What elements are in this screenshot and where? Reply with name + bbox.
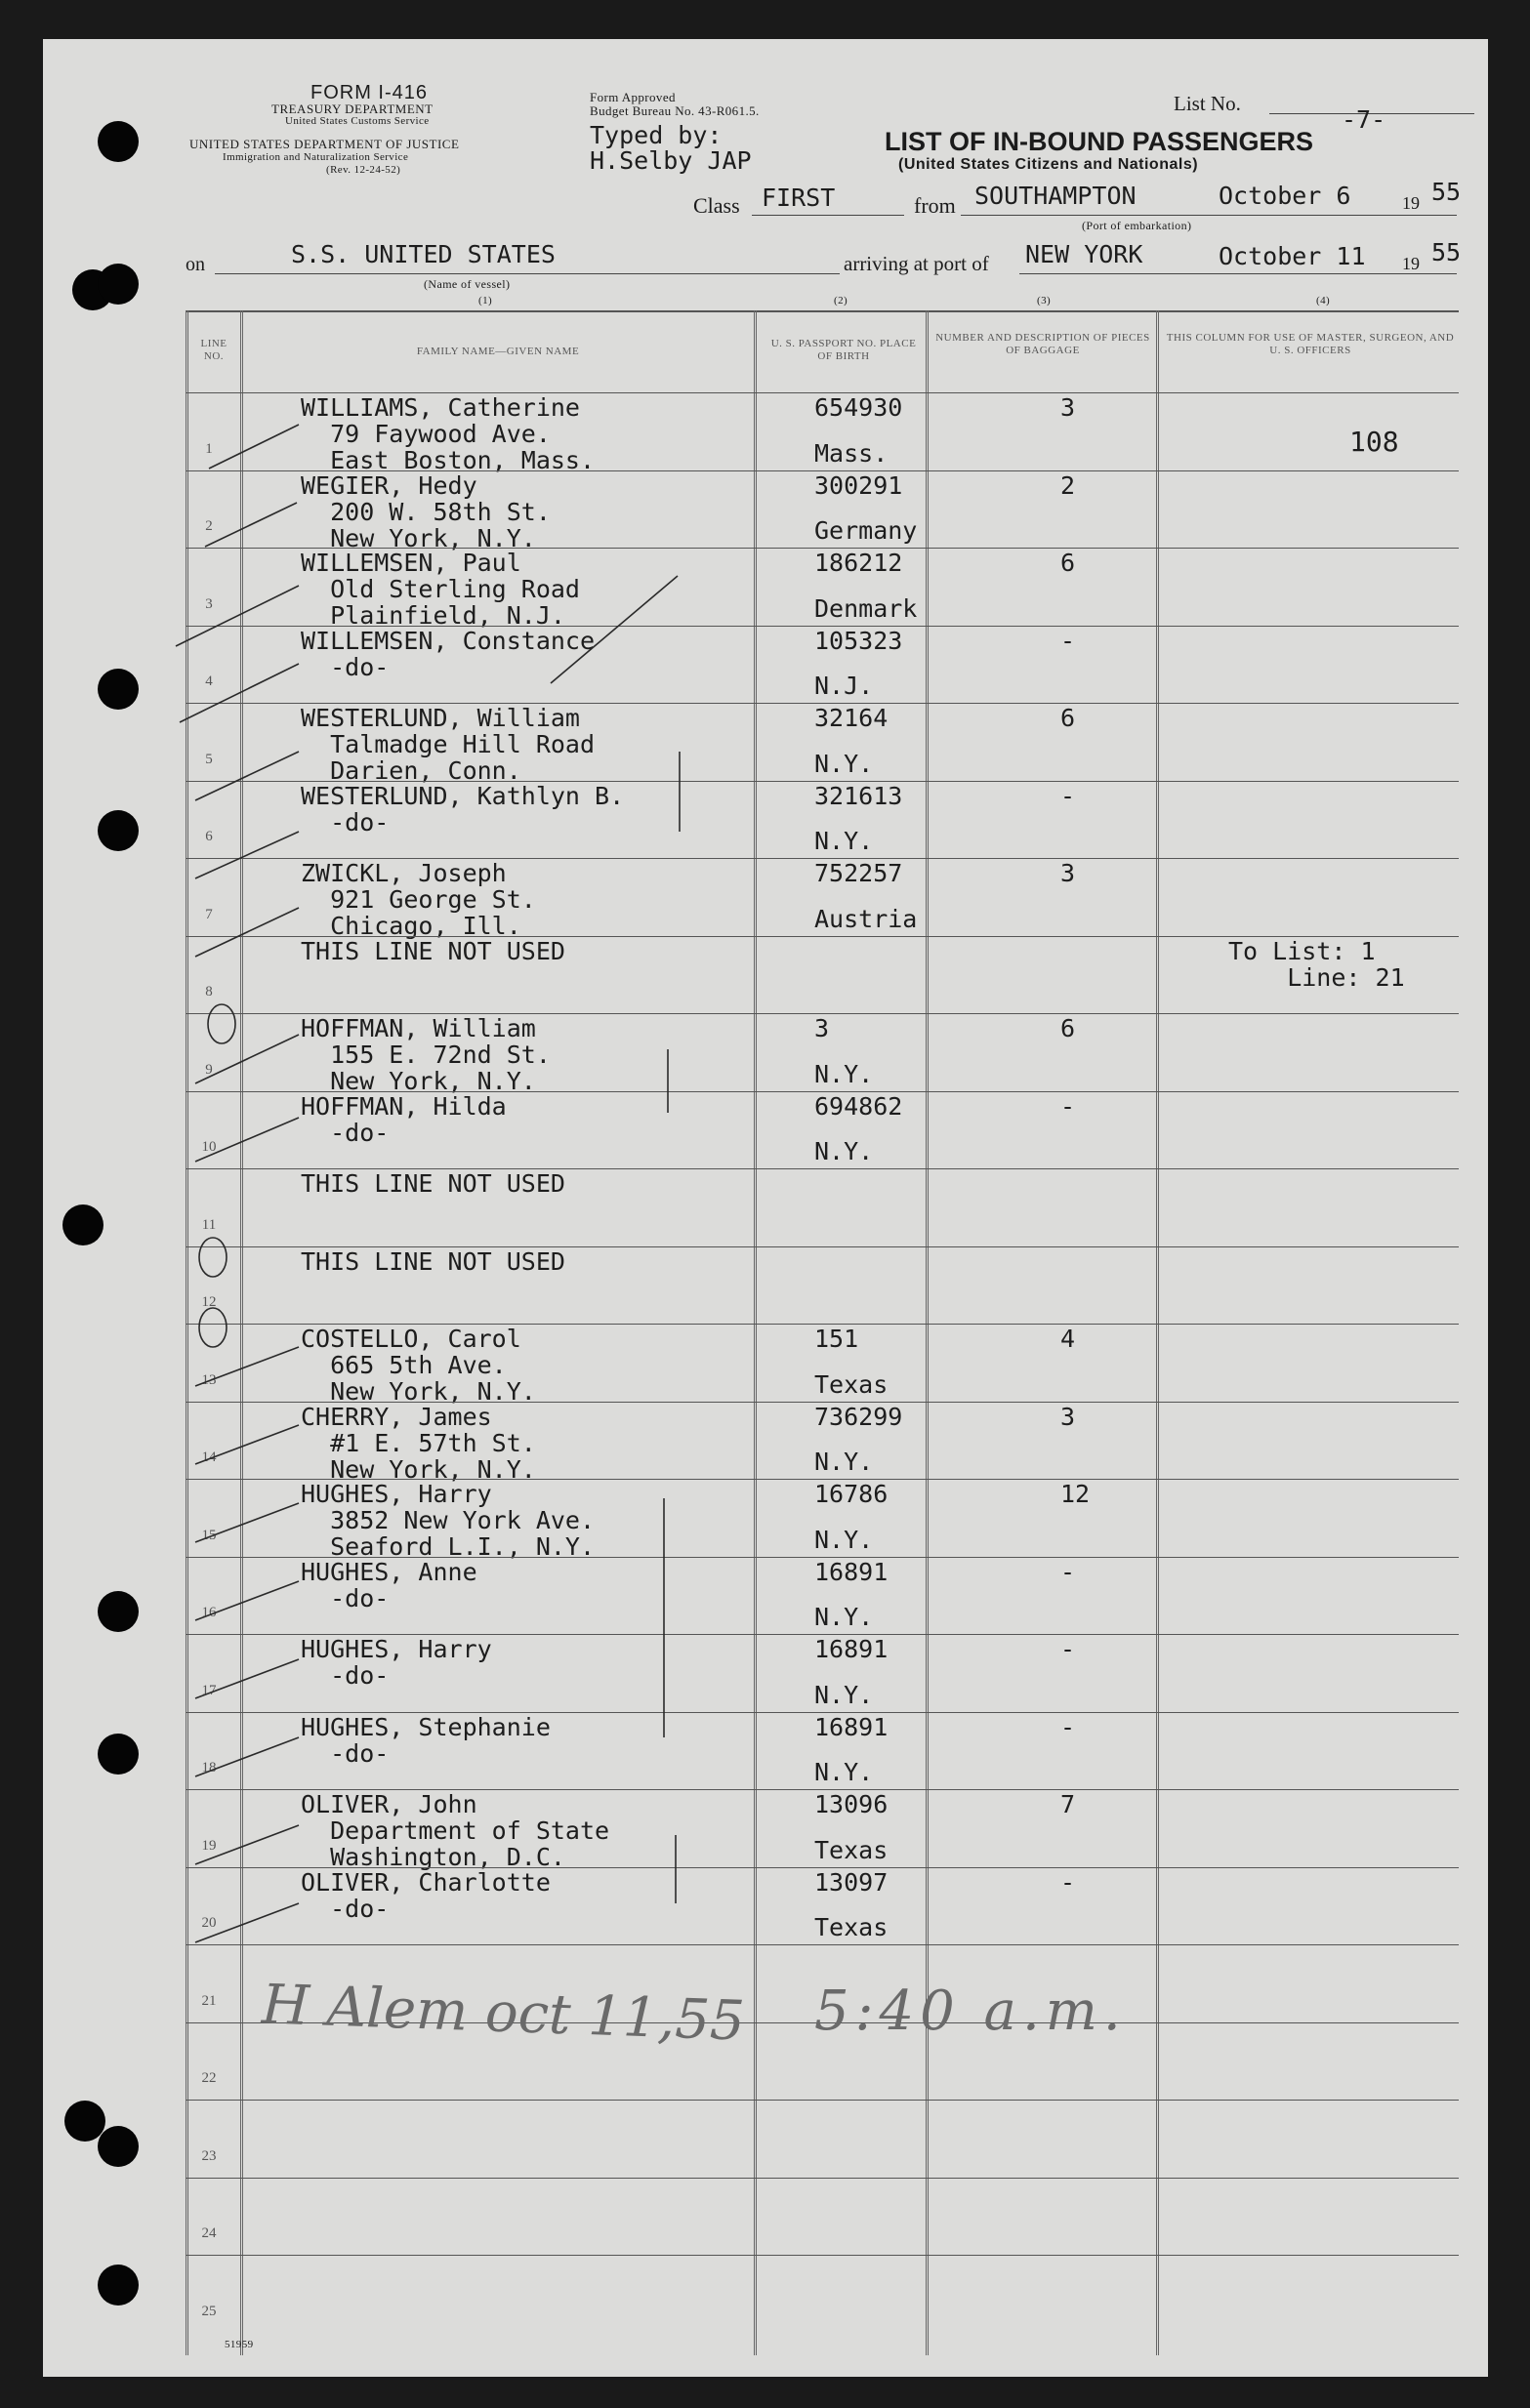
baggage-count: 6 [1060, 549, 1076, 577]
place-of-birth: N.Y. [814, 1137, 874, 1165]
table-row [186, 1712, 1459, 1790]
baggage-count: - [1060, 1557, 1076, 1586]
place-of-birth: Austria [814, 904, 918, 933]
table-row [186, 470, 1459, 552]
passenger-name: THIS LINE NOT USED [301, 1169, 565, 1198]
table-row [186, 1557, 1459, 1635]
passport-number: 151 [814, 1325, 859, 1353]
col-number-1: (1) [478, 295, 493, 306]
footer-code: 51959 [225, 2339, 254, 2350]
place-of-birth: N.Y. [814, 749, 874, 778]
passenger-name: WILLEMSEN, Paul Old Sterling Road Plainfield, N.J. [301, 549, 580, 630]
passport-number: 752257 [814, 859, 903, 887]
passenger-name: OLIVER, Charlotte -do- [301, 1867, 551, 1923]
passenger-name: ZWICKL, Joseph 921 George St. Chicago, Ill. [301, 859, 536, 940]
table-row [186, 2255, 1459, 2333]
col-head-passport: U. S. PASSPORT NO. PLACE OF BIRTH [770, 338, 917, 362]
passport-number: 32164 [814, 704, 889, 732]
arrival-year: 55 [1431, 238, 1462, 266]
line-number: 9 [205, 1061, 213, 1078]
col-number-4: (4) [1316, 295, 1331, 306]
col-head-line-no: LINE NO. [200, 338, 227, 362]
passport-number: 654930 [814, 393, 903, 422]
col-head-name: FAMILY NAME—GIVEN NAME [416, 346, 580, 357]
passenger-name: WILLEMSEN, Constance -do- [301, 626, 596, 681]
manifest-page [43, 39, 1488, 2377]
baggage-count: 4 [1060, 1325, 1076, 1353]
depart-year: 55 [1431, 178, 1462, 206]
baggage-count: 6 [1060, 1014, 1076, 1042]
passport-number: 186212 [814, 549, 903, 577]
table-top-rule [186, 310, 1459, 312]
line-number: 19 [201, 1837, 217, 1854]
depart-date: October 6 [1219, 182, 1351, 210]
place-of-birth: Texas [814, 1835, 889, 1864]
punch-hole-icon [98, 2265, 139, 2306]
arriving-label: arriving at port of [844, 252, 989, 275]
passenger-name: WESTERLUND, Kathlyn B. -do- [301, 781, 625, 837]
line-number: 22 [201, 2070, 217, 2086]
arrival-port: NEW YORK [1025, 240, 1143, 268]
vessel-name: S.S. UNITED STATES [291, 240, 556, 268]
table-row [186, 1867, 1459, 1945]
line-number: 21 [201, 1992, 217, 2009]
place-of-birth: Germany [814, 516, 918, 545]
class-value: FIRST [762, 184, 836, 212]
line-number: 14 [201, 1449, 217, 1465]
baggage-count: 7 [1060, 1790, 1076, 1818]
col-number-3: (3) [1037, 295, 1052, 306]
passenger-name: WESTERLUND, William Talmadge Hill Road Darien, Conn. [301, 704, 596, 785]
baggage-count: 6 [1060, 704, 1076, 732]
approval-line: Form Approved [590, 90, 676, 104]
place-of-birth: Mass. [814, 438, 889, 468]
officer-count: 108 [1349, 426, 1399, 458]
table-row [186, 2178, 1459, 2256]
table-row [186, 858, 1459, 940]
place-of-birth: N.Y. [814, 827, 874, 855]
line-number: 17 [201, 1682, 217, 1698]
punch-hole-icon [64, 2101, 105, 2142]
depart-year-prefix: 19 [1402, 193, 1420, 213]
line-number: 15 [201, 1527, 217, 1543]
vessel-underline [215, 273, 840, 274]
punch-hole-icon [98, 2126, 139, 2167]
dept-treasury: TREASURY DEPARTMENT [271, 102, 434, 116]
punch-hole-icon [98, 1734, 139, 1775]
table-row [186, 1634, 1459, 1712]
arrival-time: 5:40 a.m. [814, 1979, 1127, 2043]
passenger-name: CHERRY, James #1 E. 57th St. New York, N.Y. [301, 1402, 536, 1484]
passport-number: 16891 [814, 1635, 889, 1663]
on-label: on [186, 254, 205, 275]
form-number: FORM I-416 [310, 82, 429, 103]
passport-number: 694862 [814, 1091, 903, 1121]
passenger-name: THIS LINE NOT USED [301, 936, 565, 965]
line-number: 6 [205, 829, 213, 844]
punch-hole-icon [98, 810, 139, 851]
baggage-count: - [1060, 1712, 1076, 1741]
line-number: 8 [205, 984, 213, 1000]
table-row [186, 936, 1459, 1014]
baggage-count: - [1060, 626, 1076, 655]
arrival-year-prefix: 19 [1402, 254, 1420, 273]
passenger-name: HOFFMAN, William 155 E. 72nd St. New York, N.Y. [301, 1014, 551, 1095]
baggage-count: - [1060, 1635, 1076, 1663]
line-number: 18 [201, 1760, 217, 1775]
budget-bureau: Budget Bureau No. 43-R061.5. [590, 103, 760, 118]
table-row [186, 1168, 1459, 1246]
passport-number: 300291 [814, 470, 903, 500]
place-of-birth: N.Y. [814, 1525, 874, 1554]
punch-hole-icon [98, 121, 139, 162]
line-number: 24 [201, 2225, 217, 2241]
baggage-count: - [1060, 781, 1076, 810]
table-row [186, 1324, 1459, 1406]
passport-number: 16891 [814, 1557, 889, 1586]
row-rule [186, 2255, 1459, 2256]
passenger-name: WILLIAMS, Catherine 79 Faywood Ave. East Boston, Mass. [301, 393, 596, 474]
place-of-birth: Texas [814, 1913, 889, 1941]
baggage-count: - [1060, 1091, 1076, 1121]
row-rule [186, 2100, 1459, 2101]
passenger-name: HOFFMAN, Hilda -do- [301, 1091, 507, 1147]
baggage-count: 2 [1060, 470, 1076, 500]
place-of-birth: N.Y. [814, 1059, 874, 1088]
class-label: Class [693, 193, 740, 218]
row-rule [186, 1944, 1459, 1945]
table-row [186, 1479, 1459, 1561]
line-number: 4 [205, 673, 213, 689]
passport-number: 321613 [814, 781, 903, 810]
table-row [186, 1013, 1459, 1095]
place-of-birth: N.J. [814, 672, 874, 700]
passenger-name: WEGIER, Hedy 200 W. 58th St. New York, N.Y. [301, 470, 551, 552]
line-number: 10 [201, 1139, 217, 1155]
from-value: SOUTHAMPTON [974, 182, 1137, 210]
place-of-birth: N.Y. [814, 1758, 874, 1786]
line-number: 5 [205, 751, 213, 767]
vessel-note: (Name of vessel) [424, 277, 511, 291]
typed-by-name: H.Selby JAP [590, 146, 752, 175]
table-row [186, 548, 1459, 630]
table-row [186, 1091, 1459, 1169]
line-number: 25 [201, 2303, 217, 2319]
passport-number: 16891 [814, 1712, 889, 1741]
baggage-count: 3 [1060, 393, 1076, 422]
from-underline [961, 215, 1457, 216]
line-number: 7 [205, 906, 213, 922]
passenger-name: HUGHES, Stephanie -do- [301, 1712, 551, 1768]
line-number: 1 [205, 440, 213, 457]
place-of-birth: N.Y. [814, 1680, 874, 1709]
place-of-birth: Denmark [814, 593, 918, 623]
row-rule [186, 2178, 1459, 2179]
baggage-count: 12 [1060, 1480, 1091, 1508]
place-of-birth: N.Y. [814, 1603, 874, 1631]
dept-justice-sub: Immigration and Naturalization Service [223, 151, 409, 163]
line-number: 11 [201, 1216, 217, 1233]
punch-hole-icon [98, 264, 139, 305]
passport-number: 736299 [814, 1402, 903, 1431]
dept-justice: UNITED STATES DEPARTMENT OF JUSTICE [189, 137, 460, 151]
baggage-count: 3 [1060, 1402, 1076, 1431]
class-underline [752, 215, 904, 216]
passenger-name: THIS LINE NOT USED [301, 1246, 565, 1276]
col-head-baggage: NUMBER AND DESCRIPTION OF PIECES OF BAGGAGE [935, 332, 1150, 356]
list-subtitle: (United States Citizens and Nationals) [898, 156, 1199, 173]
passenger-name: HUGHES, Harry -do- [301, 1635, 492, 1690]
table-row [186, 781, 1459, 859]
line-number: 23 [201, 2147, 217, 2164]
list-no-value: -7- [1342, 105, 1386, 134]
arrival-date: October 11 [1219, 242, 1366, 270]
passenger-name: HUGHES, Anne -do- [301, 1557, 477, 1612]
baggage-count: 3 [1060, 859, 1076, 887]
passport-number: 105323 [814, 626, 903, 655]
place-of-birth: N.Y. [814, 1448, 874, 1476]
dept-treasury-sub: United States Customs Service [285, 115, 430, 127]
line-number: 20 [201, 1915, 217, 1931]
table-row [186, 626, 1459, 704]
list-title: LIST OF IN-BOUND PASSENGERS [885, 127, 1314, 156]
inspector-signature: H Alem oct 11,55 [261, 1973, 746, 2054]
table-row [186, 1246, 1459, 1325]
table-row [186, 703, 1459, 785]
from-label: from [914, 193, 956, 218]
passenger-name: OLIVER, John Department of State Washington, D.C. [301, 1790, 610, 1871]
passenger-name: HUGHES, Harry 3852 New York Ave. Seaford L.I., N.Y. [301, 1480, 596, 1561]
place-of-birth: Texas [814, 1369, 889, 1399]
col-head-officers: THIS COLUMN FOR USE OF MASTER, SURGEON, AND U. S. OFFICERS [1166, 332, 1455, 356]
line-number: 16 [201, 1605, 217, 1620]
punch-hole-icon [98, 1591, 139, 1632]
passport-number: 13097 [814, 1867, 889, 1897]
passport-number: 16786 [814, 1480, 889, 1508]
punch-hole-icon [98, 669, 139, 710]
table-row [186, 1789, 1459, 1871]
arrival-underline [1019, 273, 1457, 274]
line-number: 3 [205, 595, 213, 612]
typed-by-label: Typed by: [590, 121, 723, 149]
punch-hole-icon [62, 1204, 103, 1245]
col-number-2: (2) [834, 295, 848, 306]
table-row [186, 392, 1459, 474]
table-row [186, 2100, 1459, 2178]
list-no-label: List No. [1174, 92, 1241, 115]
passenger-name: COSTELLO, Carol 665 5th Ave. New York, N.Y. [301, 1325, 536, 1406]
line-number: 2 [205, 518, 213, 534]
passport-number: 3 [814, 1014, 830, 1042]
table-row [186, 1402, 1459, 1484]
line-number: 13 [201, 1371, 217, 1388]
officer-note: To List: 1 Line: 21 [1228, 936, 1405, 992]
embarkation-note: (Port of embarkation) [1082, 219, 1192, 232]
passport-number: 13096 [814, 1790, 889, 1818]
revision: (Rev. 12-24-52) [326, 164, 401, 176]
line-number: 12 [201, 1294, 217, 1310]
baggage-count: - [1060, 1867, 1076, 1897]
